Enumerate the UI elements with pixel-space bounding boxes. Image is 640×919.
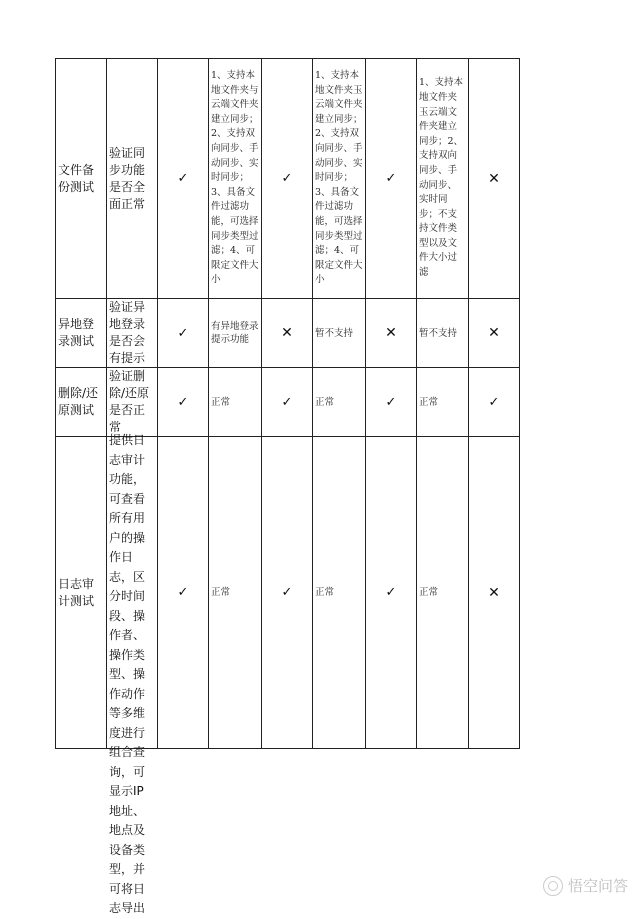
comparison-table [55, 58, 520, 915]
check-icon: ✓ [469, 368, 520, 437]
table-row [56, 299, 520, 368]
wukong-logo-icon [543, 876, 563, 896]
check-icon: ✓ [158, 299, 209, 368]
test-description-text: 提供日志审计功能，可查看所有用户的操作日志，区分时间段、操作者、操作类型、操作动作等多维度进行组合查询，可显示IP地址、地点及设备类型，并可将日志导出 [109, 433, 146, 915]
test-name-cell: 删除/还原测试 [56, 368, 107, 437]
cross-icon: ✕ [469, 299, 520, 368]
result-note-cell: 1、支持本地文件夹与云端文件夹建立同步；2、支持双向同步、手动同步、实时同步；3、具备文件过滤功能，可选择同步类型过滤；4、可限定文件大小 [209, 59, 262, 299]
check-icon: ✓ [262, 368, 313, 437]
test-description-cell [107, 433, 158, 915]
cross-icon: ✕ [262, 299, 313, 368]
watermark-text: 悟空问答 [567, 877, 628, 895]
check-icon: ✓ [262, 437, 313, 749]
check-icon: ✓ [262, 59, 313, 299]
test-name-cell: 文件备份测试 [56, 59, 107, 299]
result-note-cell: 正常 [313, 437, 366, 749]
check-icon: ✓ [366, 437, 417, 749]
result-note-cell: 暂不支持 [313, 299, 366, 368]
check-icon: ✓ [158, 437, 209, 749]
check-icon: ✓ [366, 59, 417, 299]
check-icon: ✓ [366, 368, 417, 437]
check-icon: ✓ [158, 59, 209, 299]
test-description-cell: 验证异地登录是否会有提示 [107, 299, 158, 368]
cross-icon: ✕ [469, 59, 520, 299]
table-row [56, 59, 520, 299]
test-name-cell: 异地登录测试 [56, 299, 107, 368]
cross-icon: ✕ [469, 437, 520, 749]
table-row [56, 368, 520, 437]
result-note-cell: 正常 [313, 368, 366, 437]
test-description-cell: 验证同步功能是否全面正常 [107, 59, 158, 299]
result-note-cell: 正常 [417, 437, 469, 749]
test-description-cell: 验证删除/还原是否正常 [107, 368, 158, 437]
table-row [56, 437, 520, 749]
cross-icon: ✕ [366, 299, 417, 368]
check-icon: ✓ [158, 368, 209, 437]
result-note-cell: 正常 [417, 368, 469, 437]
result-note-cell: 正常 [209, 437, 262, 749]
result-note-cell: 正常 [209, 368, 262, 437]
result-note-cell: 有异地登录提示功能 [209, 299, 262, 368]
result-note-cell: 1、支持本地文件夹玉云端文件夹建立同步；2、支持双向同步、手动同步、实时同步；3、具备文件过滤功能，可选择同步类型过滤；4、可限定文件大小 [313, 59, 366, 299]
result-note-cell: 1、支持本地文件夹玉云端文件夹建立同步；2、支持双向同步、手动同步、实时同步；不支持文件类型以及文件大小过滤 [417, 59, 469, 299]
result-note-cell: 暂不支持 [417, 299, 469, 368]
watermark [543, 875, 628, 896]
test-name-cell: 日志审计测试 [56, 437, 107, 749]
